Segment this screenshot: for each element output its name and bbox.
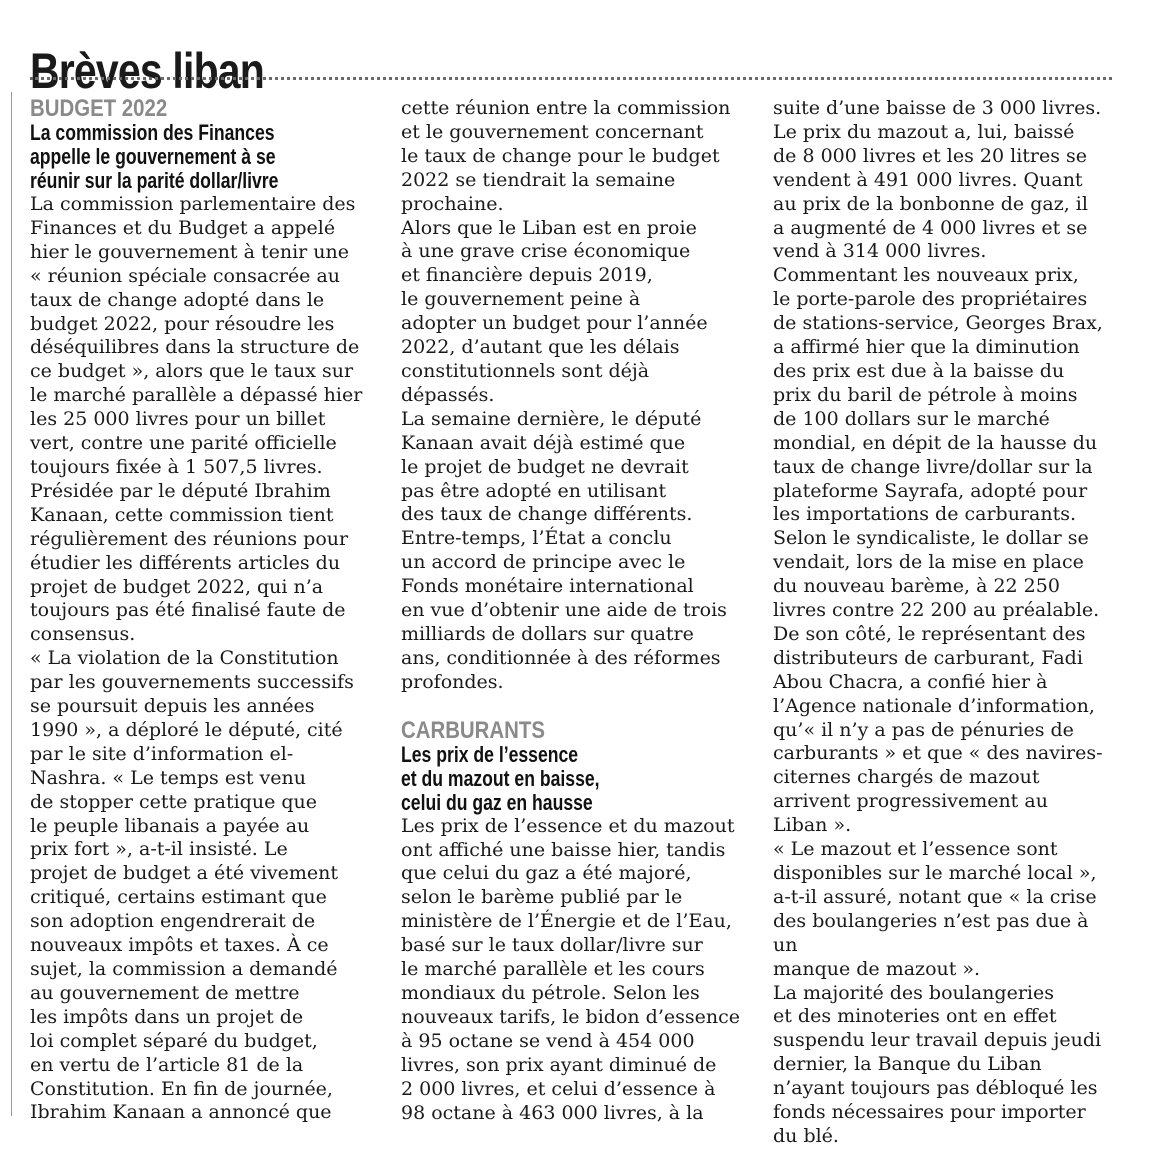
text-line: a-t-il assuré, notant que « la crise — [773, 885, 1097, 908]
text-line: nouveaux impôts et taxes. À ce — [30, 934, 329, 957]
text-line: des taux de change différents. — [401, 503, 693, 526]
text-line: carburants » et que « des navires- — [773, 742, 1103, 765]
text-line: « réunion spéciale consacrée au — [30, 264, 341, 287]
text-line: Selon le syndicaliste, le dollar se — [773, 527, 1089, 550]
text-line: régulièrement des réunions pour — [30, 527, 349, 550]
carburants-kicker: CARBURANTS — [401, 716, 545, 744]
text-line: Kanaan avait déjà estimé que — [401, 431, 686, 454]
title-divider — [30, 77, 1112, 80]
text-line: de stations-service, Georges Brax, — [773, 312, 1103, 335]
text-line: prix du baril de pétrole à moins — [773, 383, 1078, 406]
text-line: en vertu de l’article 81 de la — [30, 1053, 304, 1076]
text-line: du blé. — [773, 1124, 839, 1147]
text-line: l’Agence nationale d’information, — [773, 694, 1095, 717]
text-line: ministère de l’Énergie et de l’Eau, — [401, 910, 732, 933]
text-line: vert, contre une parité officielle — [30, 432, 337, 455]
text-line: « La violation de la Constitution — [30, 647, 339, 670]
text-line: que celui du gaz a été majoré, — [401, 862, 692, 885]
text-line: Abou Chacra, a confié hier à — [773, 670, 1048, 693]
text-line: Finances et du Budget a appelé — [30, 216, 336, 239]
headline-line: Les prix de l’essence — [401, 741, 579, 767]
text-line: prix fort », a-t-il insisté. Le — [30, 838, 288, 861]
text-line: ce budget », alors que le taux sur — [30, 360, 354, 383]
text-line: vendait, lors de la mise en place — [773, 551, 1084, 574]
text-line: budget 2022, pour résoudre les — [30, 312, 335, 335]
text-line: de 8 000 livres et les 20 litres se — [773, 144, 1088, 167]
text-line: citernes chargés de mazout — [773, 766, 1040, 789]
text-line: De son côté, le représentant des — [773, 622, 1086, 645]
text-line: fonds nécessaires pour importer — [773, 1101, 1086, 1124]
text-line: les impôts dans un projet de — [30, 1005, 304, 1028]
text-line: arrivent progressivement au — [773, 790, 1048, 813]
text-line: se poursuit depuis les années — [30, 695, 315, 718]
text-line: en vue d’obtenir une aide de trois — [401, 599, 727, 622]
text-line: La commission parlementaire des — [30, 193, 356, 215]
text-line: sujet, la commission a demandé — [30, 958, 338, 980]
text-line: ans, conditionnée à des réformes — [401, 646, 721, 669]
left-column-rule — [11, 92, 12, 1116]
text-line: manque de mazout ». — [773, 957, 981, 980]
page-title: Brèves liban — [30, 42, 265, 99]
headline-line: et du mazout en baisse, — [401, 765, 600, 791]
text-line: à 95 octane se vend à 454 000 — [401, 1029, 695, 1052]
budget-headline — [30, 121, 375, 193]
budget-kicker: BUDGET 2022 — [30, 95, 168, 122]
text-line: pas être adopté en utilisant — [401, 479, 667, 502]
text-line: La semaine dernière, le député — [401, 407, 702, 430]
text-line: le projet de budget ne devrait — [401, 455, 689, 478]
text-line: cette réunion entre la commission — [401, 97, 731, 119]
text-line: consensus. — [30, 623, 136, 646]
text-line: La majorité des boulangeries — [773, 981, 1054, 1004]
text-line: suite d’une baisse de 3 000 livres. — [773, 97, 1102, 119]
text-line: a augmenté de 4 000 livres et se — [773, 216, 1088, 239]
column-1 — [30, 97, 375, 1125]
text-line: Fonds monétaire international — [401, 575, 694, 598]
text-line: projet de budget a été vivement — [30, 862, 339, 885]
text-line: et des minoteries ont en effet — [773, 1005, 1057, 1028]
text-line: au prix de la bonbonne de gaz, il — [773, 192, 1088, 215]
text-line: les 25 000 livres pour un billet — [30, 408, 326, 431]
text-line: milliards de dollars sur quatre — [401, 622, 694, 645]
text-line: mondiaux du pétrole. Selon les — [401, 982, 700, 1004]
text-line: Entre-temps, l’État a conclu — [401, 527, 672, 550]
text-line: et financière depuis 2019, — [401, 264, 653, 287]
text-line: des boulangeries n’est pas due à un — [773, 909, 1089, 956]
text-line: de 100 dollars sur le marché — [773, 407, 1050, 430]
text-line: par le site d’information el- — [30, 742, 294, 765]
text-line: mondial, en dépit de la hausse du — [773, 431, 1098, 454]
text-line: plateforme Sayrafa, adopté pour — [773, 479, 1088, 502]
text-line: Commentant les nouveaux prix, — [773, 264, 1079, 287]
text-line: déséquilibres dans la structure de — [30, 336, 360, 359]
text-line: son adoption engendrerait de — [30, 910, 316, 933]
text-line: critiqué, certains estimant que — [30, 886, 327, 909]
headline-line: réunir sur la parité dollar/livre — [30, 168, 279, 193]
text-line: livres, son prix ayant diminué de — [401, 1053, 717, 1076]
text-line: vend à 314 000 livres. — [773, 240, 987, 263]
text-line: constitutionnels sont déjà — [401, 359, 650, 382]
text-line: 98 octane à 463 000 livres, à la — [401, 1101, 704, 1124]
column-2 — [401, 97, 746, 1125]
text-line: 2022, d’autant que les délais — [401, 336, 680, 359]
text-line: dépassés. — [401, 383, 495, 406]
text-line: à une grave crise économique — [401, 240, 691, 263]
text-line: un accord de principe avec le — [401, 551, 686, 574]
text-line: selon le barème publié par le — [401, 886, 683, 909]
text-line: taux de change livre/dollar sur la — [773, 455, 1093, 478]
text-line: toujours fixée à 1 507,5 livres. — [30, 455, 323, 478]
text-line: les importations de carburants. — [773, 503, 1076, 526]
text-line: Nashra. « Le temps est venu — [30, 766, 306, 789]
text-line: prochaine. — [401, 192, 504, 215]
carburants-body-col3 — [773, 97, 1118, 1149]
text-line: Le prix du mazout a, lui, baissé — [773, 120, 1075, 143]
text-line: le marché parallèle et les cours — [401, 958, 705, 981]
text-line: qu’« il n’y a pas de pénuries de — [773, 718, 1074, 741]
text-line: du nouveau barème, à 22 250 — [773, 575, 1060, 598]
text-line: Ibrahim Kanaan a annoncé que — [30, 1101, 332, 1124]
text-line: dernier, la Banque du Liban — [773, 1053, 1042, 1076]
text-line: étudier les différents articles du — [30, 551, 341, 574]
budget-body-col2 — [401, 97, 746, 695]
text-line: livres contre 22 200 au préalable. — [773, 599, 1100, 622]
text-line: hier le gouvernement à tenir une — [30, 240, 349, 263]
text-line: n’ayant toujours pas débloqué les — [773, 1077, 1098, 1100]
text-line: distributeurs de carburant, Fadi — [773, 646, 1083, 669]
text-line: disponibles sur le marché local », — [773, 862, 1097, 884]
text-line: de stopper cette pratique que — [30, 790, 318, 813]
text-line: le peuple libanais a payée au — [30, 814, 310, 837]
text-line: Constitution. En fin de journée, — [30, 1077, 333, 1100]
text-line: loi complet séparé du budget, — [30, 1029, 318, 1052]
text-line: le taux de change pour le budget — [401, 144, 720, 167]
column-3 — [773, 97, 1118, 1149]
text-line: Alors que le Liban est en proie — [401, 216, 697, 239]
headline-line: La commission des Finances — [30, 120, 275, 145]
text-line: toujours pas été finalisé faute de — [30, 599, 346, 622]
budget-body-col1 — [30, 193, 375, 1125]
text-line: profondes. — [401, 670, 504, 693]
text-line: 2022 se tiendrait la semaine — [401, 168, 676, 191]
text-line: nouveaux tarifs, le bidon d’essence — [401, 1005, 740, 1028]
text-line: « Le mazout et l’essence sont — [773, 838, 1058, 861]
text-line: le marché parallèle a dépassé hier — [30, 384, 363, 407]
text-line: par les gouvernements successifs — [30, 671, 354, 694]
text-line: et le gouvernement concernant — [401, 120, 704, 143]
text-line: vendent à 491 000 livres. Quant — [773, 168, 1083, 191]
text-line: projet de budget 2022, qui n’a — [30, 575, 324, 598]
text-line: Kanaan, cette commission tient — [30, 503, 334, 526]
headline-line: appelle le gouvernement à se — [30, 144, 276, 169]
text-line: au gouvernement de mettre — [30, 981, 300, 1004]
text-line: le porte-parole des propriétaires — [773, 288, 1088, 311]
text-line: ont affiché une baisse hier, tandis — [401, 838, 726, 861]
text-line: taux de change adopté dans le — [30, 288, 325, 311]
text-line: Liban ». — [773, 814, 852, 837]
text-line: 1990 », a déploré le député, cité — [30, 718, 343, 741]
headline-line: celui du gaz en hausse — [401, 789, 593, 815]
text-line: adopter un budget pour l’année — [401, 312, 708, 335]
text-line: Les prix de l’essence et du mazout — [401, 814, 735, 837]
text-line: a affirmé hier que la diminution — [773, 336, 1080, 359]
text-line: suspendu leur travail depuis jeudi — [773, 1029, 1102, 1052]
text-line: Présidée par le député Ibrahim — [30, 479, 331, 502]
article-gap — [401, 695, 746, 719]
text-line: des prix est due à la baisse du — [773, 359, 1065, 382]
carburants-body-col2 — [401, 815, 746, 1126]
text-line: basé sur le taux dollar/livre sur — [401, 934, 703, 957]
text-line: 2 000 livres, et celui d’essence à — [401, 1077, 716, 1100]
carburants-headline — [401, 743, 746, 815]
text-line: le gouvernement peine à — [401, 288, 641, 311]
